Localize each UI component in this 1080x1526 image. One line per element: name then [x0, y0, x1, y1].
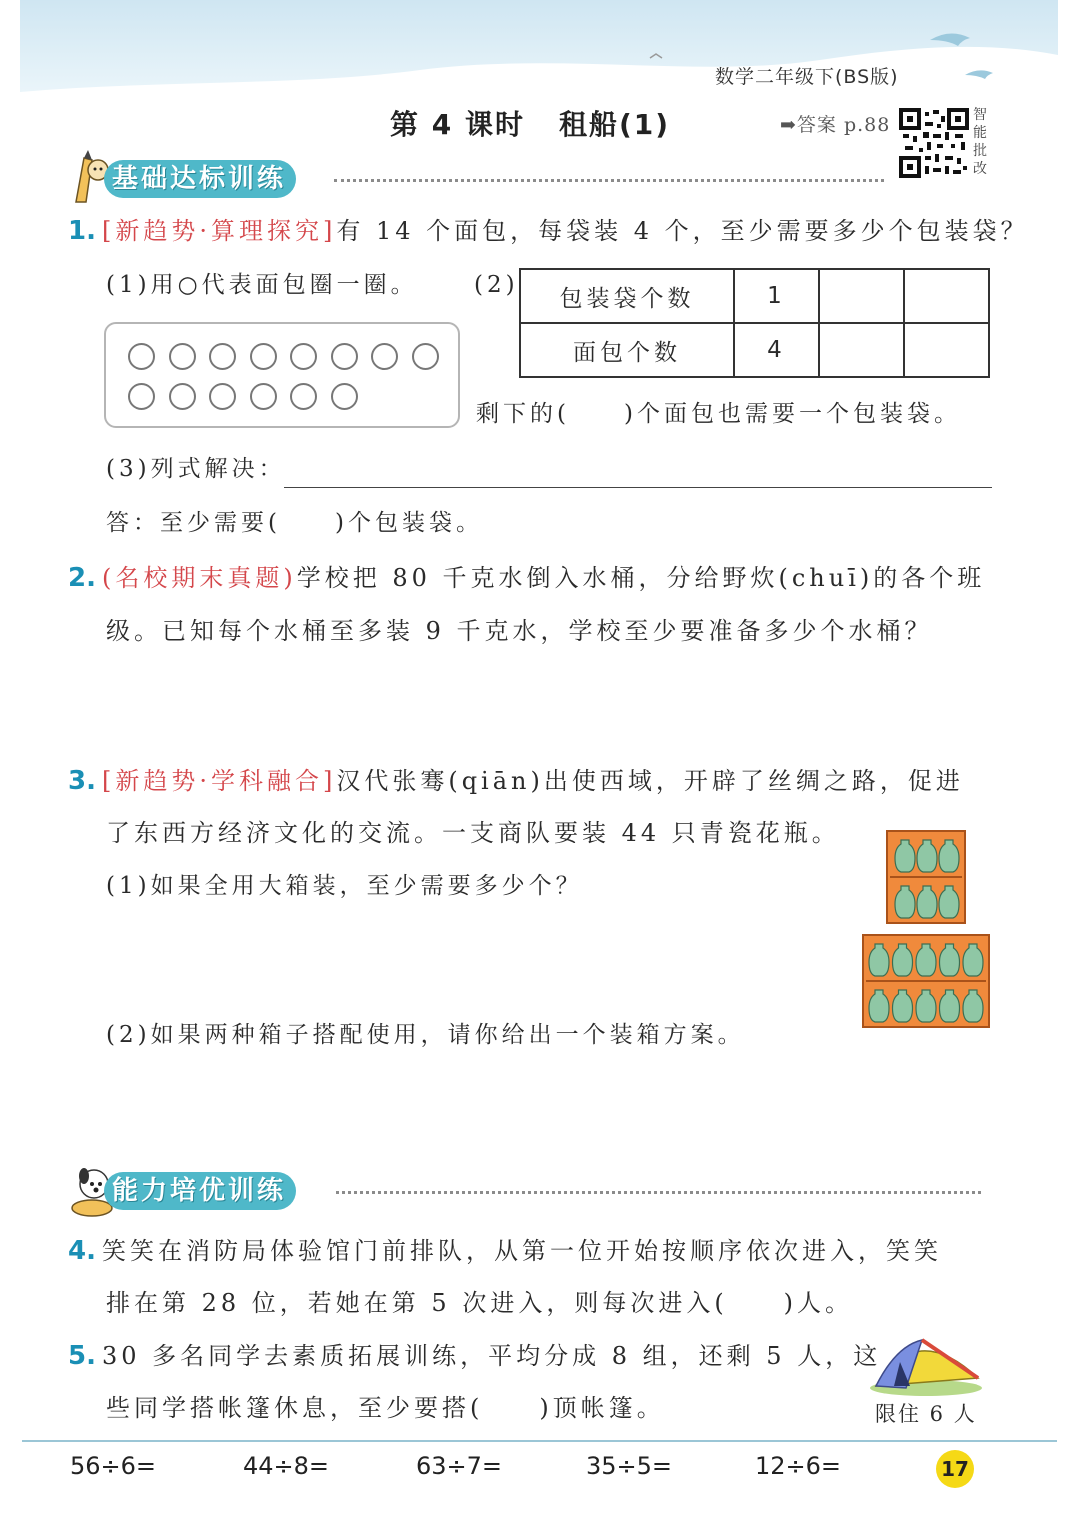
tent-icon [866, 1326, 986, 1396]
lesson-number: 第 4 课时 [389, 108, 525, 141]
section-banner-basic [70, 158, 890, 202]
q3-part2: (2)如果两种箱子搭配使用，请你给出一个装箱方案。 [106, 1022, 745, 1048]
table-cell[interactable] [904, 323, 989, 377]
mental-calc-2: 44÷8= [243, 1452, 330, 1480]
table-header-bags: 包装袋个数 [520, 269, 734, 323]
section-title-basic: 基础达标训练 [104, 160, 296, 198]
q1-part2-label: (2) [474, 272, 519, 298]
table-header-bread: 面包个数 [520, 323, 734, 377]
question-3-line2: 了东西方经济文化的交流。一支商队要装 44 只青瓷花瓶。 [106, 819, 840, 847]
question-number: 2. [68, 563, 96, 593]
table-cell[interactable] [904, 269, 989, 323]
question-number: 1. [68, 216, 96, 246]
bread-circle[interactable] [412, 343, 439, 370]
bread-circle[interactable] [250, 383, 277, 410]
table-cell[interactable]: 4 [734, 323, 819, 377]
question-tag: [新趋势·学科融合] [101, 767, 337, 795]
question-number: 3. [68, 766, 96, 796]
large-vase-box-icon [862, 934, 990, 1028]
lesson-name: 租船(1) [558, 108, 671, 141]
bread-circle[interactable] [128, 343, 155, 370]
mental-calc-5: 12÷6= [755, 1452, 842, 1480]
question-text: 笑笑在消防局体验馆门前排队，从第一位开始按顺序依次进入，笑笑 [101, 1237, 942, 1265]
bag-table [519, 268, 990, 378]
top-wave-decoration [0, 0, 1080, 110]
bread-circle[interactable] [331, 343, 358, 370]
qr-code-icon[interactable] [899, 108, 969, 178]
section-title-advanced: 能力培优训练 [104, 1172, 296, 1210]
bread-circle[interactable] [290, 343, 317, 370]
question-tag: [新趋势·算理探究] [101, 217, 337, 245]
question-4 [68, 1234, 942, 1268]
question-1 [68, 214, 1029, 248]
question-text: 有 14 个面包，每袋装 4 个，至少需要多少个包装袋？ [336, 217, 1029, 245]
question-2 [68, 561, 985, 595]
q1-remain-text: 剩下的( )个面包也需要一个包装袋。 [476, 401, 961, 427]
q1-answer: 答：至少需要( )个包装袋。 [106, 510, 483, 536]
dotted-divider [336, 1191, 981, 1194]
answer-page-link[interactable]: ➡答案 p.88 [780, 114, 891, 136]
question-number: 4. [68, 1236, 96, 1266]
bread-circle[interactable] [128, 383, 155, 410]
question-number: 5. [68, 1341, 96, 1371]
table-cell[interactable]: 1 [734, 269, 819, 323]
book-title: 数学二年级下(BS版) [715, 66, 899, 88]
dotted-divider [334, 179, 884, 182]
table-cell[interactable] [819, 323, 904, 377]
question-4-line2: 排在第 28 位，若她在第 5 次进入，则每次进入( )人。 [106, 1289, 854, 1317]
question-5 [68, 1339, 881, 1373]
bread-circle[interactable] [169, 343, 196, 370]
question-tag: (名校期末真题) [101, 564, 297, 592]
smart-grading-label: 智能批改 [973, 107, 987, 177]
mental-calc-1: 56÷6= [70, 1452, 157, 1480]
question-text: 学校把 80 千克水倒入水桶，分给野炊(chuī)的各个班 [296, 564, 986, 592]
page-number-badge: 17 [936, 1450, 974, 1488]
small-vase-box-icon [886, 830, 966, 924]
bread-circle[interactable] [290, 383, 317, 410]
question-5-line2: 些同学搭帐篷休息，至少要搭( )顶帐篷。 [106, 1394, 665, 1422]
bread-circle[interactable] [331, 383, 358, 410]
mental-calc-4: 35÷5= [586, 1452, 673, 1480]
tent-capacity-label: 限住 6 人 [875, 1402, 977, 1426]
table-cell[interactable] [819, 269, 904, 323]
bread-circle[interactable] [371, 343, 398, 370]
answer-line[interactable] [284, 487, 992, 488]
mental-calc-3: 63÷7= [416, 1452, 503, 1480]
q3-part1: (1)如果全用大箱装，至少需要多少个？ [106, 873, 583, 899]
table-row [520, 269, 989, 323]
bread-circle[interactable] [209, 343, 236, 370]
table-row [520, 323, 989, 377]
footer-divider [22, 1440, 1057, 1442]
question-2-line2: 级。已知每个水桶至多装 9 千克水，学校至少要准备多少个水桶？ [106, 617, 933, 645]
bread-circle-box [104, 322, 460, 428]
q1-part1: (1)用○代表面包圈一圈。 [106, 272, 418, 298]
bread-circle[interactable] [209, 383, 236, 410]
bread-circle[interactable] [169, 383, 196, 410]
bread-circle[interactable] [250, 343, 277, 370]
question-text: 汉代张骞(qiān)出使西域，开辟了丝绸之路，促进 [336, 767, 964, 795]
q1-part3: (3)列式解决： [106, 456, 286, 482]
section-banner-advanced [70, 1170, 985, 1214]
question-text: 30 多名同学去素质拓展训练，平均分成 8 组，还剩 5 人，这 [101, 1342, 882, 1370]
question-3 [68, 764, 964, 798]
